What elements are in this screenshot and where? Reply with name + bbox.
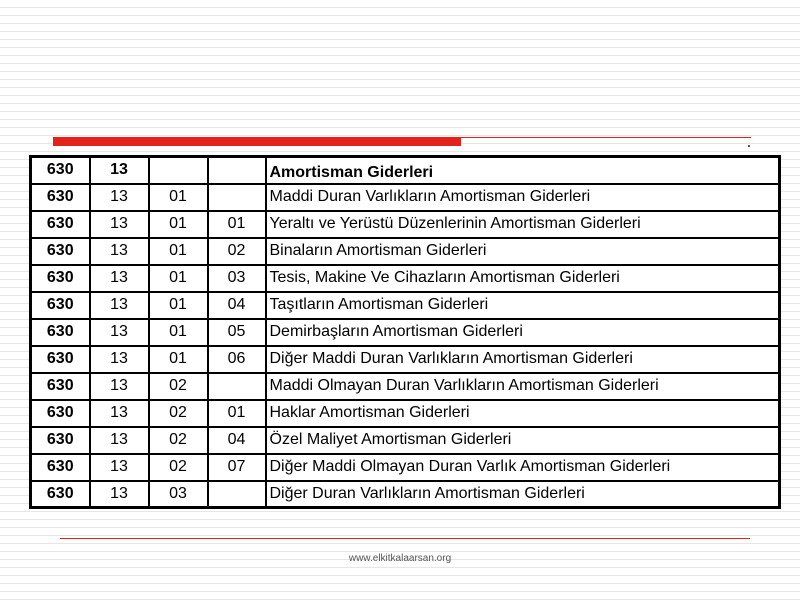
table-row [31,481,780,508]
main-account-code: 630 [31,454,90,481]
account-description: Tesis, Makine Ve Cihazların Amortisman Giderleri [266,265,780,292]
title-accent-bar [53,137,461,146]
main-account-code: 630 [31,211,90,238]
detail-code-1: 02 [149,454,208,481]
account-description: Maddi Olmayan Duran Varlıkların Amortisman Giderleri [266,373,780,400]
account-description: Demirbaşların Amortisman Giderleri [266,319,780,346]
detail-code-1: 01 [149,211,208,238]
detail-code-2: 03 [208,265,266,292]
table-row [31,427,780,454]
table-row [31,454,780,481]
sub-account-code: 13 [90,211,149,238]
sub-account-code: 13 [90,157,149,184]
account-description: Amortisman Giderleri [266,157,780,184]
sub-account-code: 13 [90,184,149,211]
detail-code-2: 02 [208,238,266,265]
detail-code-1: 02 [149,427,208,454]
main-account-code: 630 [31,481,90,508]
account-description: Taşıtların Amortisman Giderleri [266,292,780,319]
table-row [31,319,780,346]
table-row [31,292,780,319]
detail-code-1: 01 [149,319,208,346]
detail-code-2 [208,184,266,211]
sub-account-code: 13 [90,319,149,346]
detail-code-2 [208,157,266,184]
main-account-code: 630 [31,238,90,265]
footer-accent-line [60,538,750,539]
detail-code-2: 04 [208,292,266,319]
sub-account-code: 13 [90,481,149,508]
sub-account-code: 13 [90,238,149,265]
account-description: Özel Maliyet Amortisman Giderleri [266,427,780,454]
main-account-code: 630 [31,400,90,427]
sub-account-code: 13 [90,265,149,292]
detail-code-2: 04 [208,427,266,454]
main-account-code: 630 [31,427,90,454]
account-description: Yeraltı ve Yerüstü Düzenlerinin Amortisman Giderleri [266,211,780,238]
sub-account-code: 13 [90,427,149,454]
watermark-url: www.elkitkalaarsan.org [348,553,452,564]
sub-account-code: 13 [90,346,149,373]
title-accent-line [461,137,751,138]
detail-code-2: 01 [208,400,266,427]
detail-code-1: 01 [149,184,208,211]
main-account-code: 630 [31,265,90,292]
detail-code-2: 05 [208,319,266,346]
detail-code-1: 02 [149,400,208,427]
main-account-code: 630 [31,157,90,184]
account-description: Haklar Amortisman Giderleri [266,400,780,427]
detail-code-1: 01 [149,238,208,265]
table-row [31,265,780,292]
main-account-code: 630 [31,373,90,400]
detail-code-2: 01 [208,211,266,238]
account-description: Diğer Maddi Olmayan Duran Varlık Amortisman Giderleri [266,454,780,481]
account-description: Diğer Maddi Duran Varlıkların Amortisman Giderleri [266,346,780,373]
detail-code-1: 03 [149,481,208,508]
table-row [31,211,780,238]
accent-dot [748,145,750,147]
detail-code-1: 02 [149,373,208,400]
table-row [31,400,780,427]
account-description: Diğer Duran Varlıkların Amortisman Giderleri [266,481,780,508]
detail-code-2 [208,373,266,400]
table-row [31,346,780,373]
detail-code-2: 06 [208,346,266,373]
main-account-code: 630 [31,319,90,346]
sub-account-code: 13 [90,292,149,319]
detail-code-2 [208,481,266,508]
accounts-table [29,155,781,509]
account-description: Maddi Duran Varlıkların Amortisman Giderleri [266,184,780,211]
sub-account-code: 13 [90,454,149,481]
detail-code-2: 07 [208,454,266,481]
sub-account-code: 13 [90,400,149,427]
sub-account-code: 13 [90,373,149,400]
detail-code-1 [149,157,208,184]
table-row [31,157,780,184]
table-row [31,184,780,211]
detail-code-1: 01 [149,346,208,373]
table-row [31,238,780,265]
detail-code-1: 01 [149,292,208,319]
main-account-code: 630 [31,184,90,211]
table-row [31,373,780,400]
account-description: Binaların Amortisman Giderleri [266,238,780,265]
main-account-code: 630 [31,292,90,319]
detail-code-1: 01 [149,265,208,292]
main-account-code: 630 [31,346,90,373]
